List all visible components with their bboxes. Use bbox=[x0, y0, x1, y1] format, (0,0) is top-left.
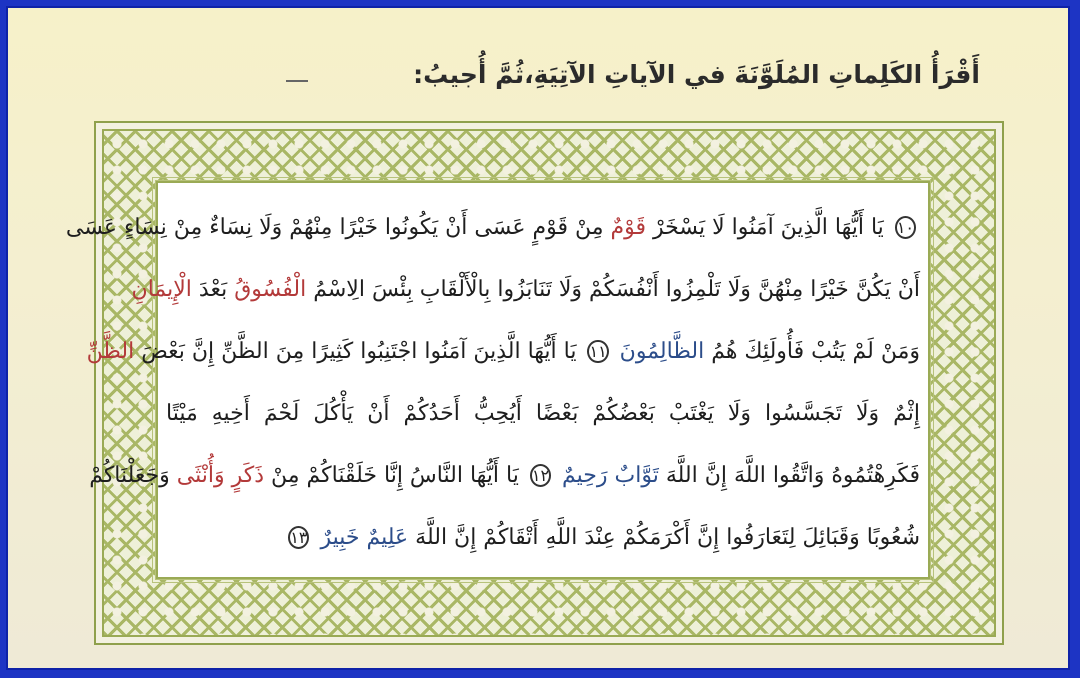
highlighted-word: عَلِيمٌ خَبِيرٌ bbox=[320, 525, 409, 550]
verse-text: فَكَرِهْتُمُوهُ وَاتَّقُوا اللَّهَ إِنَّ اللَّهَ bbox=[665, 463, 920, 488]
highlighted-word: الظَّنِّ bbox=[86, 339, 135, 364]
instruction-dash bbox=[286, 80, 308, 82]
ayah-marker-10: ١٠ bbox=[896, 218, 914, 237]
verse-text: يَا أَيُّهَا الَّذِينَ آمَنُوا اجْتَنِبُوا كَثِيرًا مِنَ الظَّنِّ إِنَّ بَعْضَ bbox=[141, 339, 577, 364]
verse-line-4 bbox=[158, 401, 928, 426]
ornamental-frame bbox=[65, 121, 1004, 645]
verse-text: مِنْ قَوْمٍ عَسَى أَنْ يَكُونُوا خَيْرًا مِنْهُمْ وَلَا نِسَاءٌ مِنْ نِسَاءٍ عَسَى bbox=[65, 215, 604, 240]
ayah-marker-11: ١١ bbox=[589, 342, 607, 361]
instruction-heading: أَقْرَأُ الكَلِماتِ المُلَوَّنَةَ في الآياتِ الآتِيَةِ،ثُمَّ أُجيبُ: bbox=[413, 60, 980, 89]
verse-text: يَا أَيُّهَا النَّاسُ إِنَّا خَلَقْنَاكُمْ مِنْ bbox=[271, 463, 519, 488]
highlighted-word: الْإِيمَانِ bbox=[131, 277, 192, 302]
verse-text: يَا أَيُّهَا الَّذِينَ آمَنُوا لَا يَسْخَرْ bbox=[653, 215, 884, 240]
verse-text: وَمَنْ لَمْ يَتُبْ فَأُولَئِكَ هُمُ bbox=[711, 339, 920, 364]
highlighted-word: ذَكَرٍ وَأُنْثَى bbox=[176, 463, 265, 488]
ayah-marker-12: ١٢ bbox=[531, 466, 550, 485]
highlighted-word: الظَّالِمُونَ bbox=[619, 339, 705, 364]
verse-text: شُعُوبًا وَقَبَائِلَ لِتَعَارَفُوا إِنَّ أَكْرَمَكُمْ عِنْدَ اللَّهِ أَتْقَاكُمْ إِنَّ اللَّهَ bbox=[415, 525, 920, 550]
verse-line-5 bbox=[89, 463, 928, 489]
verse-line-3 bbox=[86, 339, 928, 365]
lesson-page bbox=[6, 6, 1070, 670]
verses-panel bbox=[65, 181, 930, 579]
verse-text: بَعْدَ bbox=[198, 277, 228, 302]
verse-text: إِثْمٌ وَلَا تَجَسَّسُوا وَلَا يَغْتَبْ بَعْضُكُمْ بَعْضًا أَيُحِبُّ أَحَدُكُمْ أَنْ يَأْكُلَ لَحْمَ أَخِيهِ مَيْتًا bbox=[166, 401, 920, 426]
highlighted-word: الْفُسُوقُ bbox=[234, 277, 307, 302]
highlighted-word: قَوْمٌ bbox=[610, 215, 647, 240]
verse-text: وَجَعَلْنَاكُمْ bbox=[89, 463, 170, 488]
ayah-marker-13: ١٣ bbox=[290, 528, 308, 547]
highlighted-word: تَوَّابٌ رَحِيمٌ bbox=[562, 463, 659, 488]
verse-line-6 bbox=[158, 525, 928, 551]
verse-line-1 bbox=[65, 215, 928, 241]
verse-text: أَنْ يَكُنَّ خَيْرًا مِنْهُنَّ وَلَا تَلْمِزُوا أَنْفُسَكُمْ وَلَا تَنَابَزُوا بِالْأَلْقَابِ بِئْسَ الِاسْمُ bbox=[313, 277, 920, 302]
verse-line-2 bbox=[131, 277, 928, 302]
